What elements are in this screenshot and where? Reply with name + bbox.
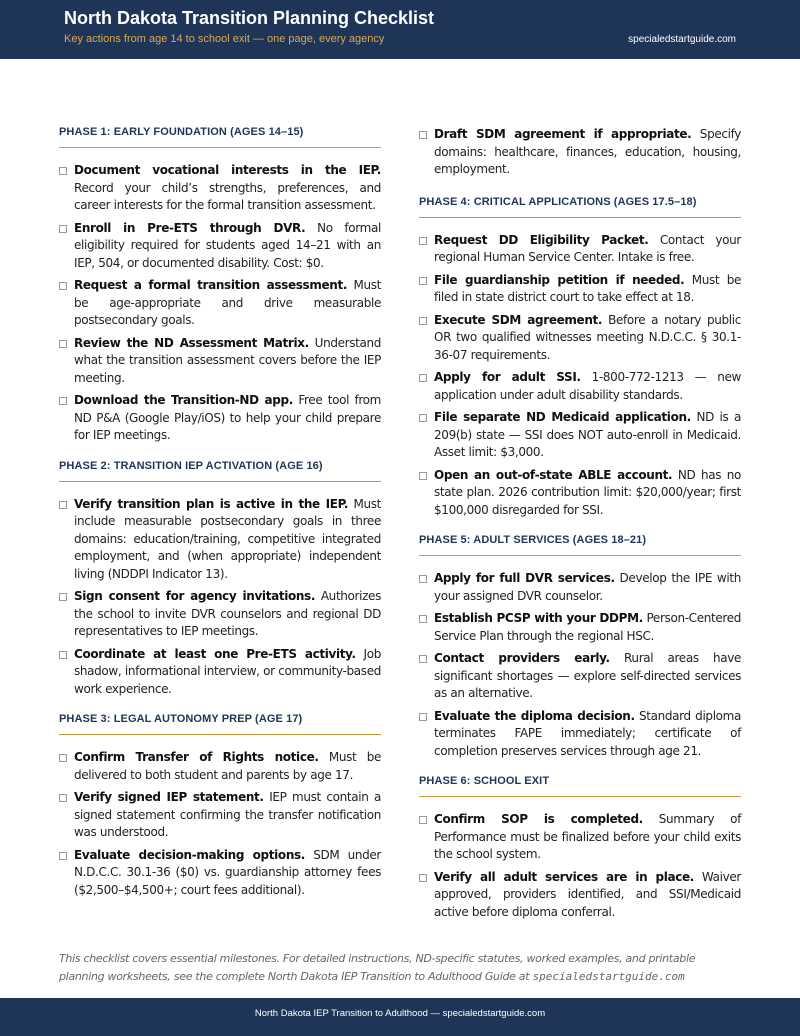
checkbox[interactable]	[419, 374, 427, 382]
item-lead: Verify all adult services are in place.	[434, 869, 695, 884]
item-lead: Confirm SOP is completed.	[434, 812, 643, 826]
checklist-item	[59, 162, 381, 215]
page-footer	[0, 998, 800, 1036]
checklist-item	[419, 409, 741, 462]
checkbox[interactable]	[419, 615, 427, 623]
item-text: 1-800-772-1213 — new application under adult disability standards.	[434, 370, 742, 402]
phase-section	[59, 713, 381, 899]
phase-section	[59, 126, 381, 445]
checkbox[interactable]	[59, 651, 67, 659]
item-text: Authorizes the school to invite DVR counselors and regional DD representatives to IEP meetings.	[74, 589, 381, 638]
item-text: Person-Centered Service Plan through the regional HSC.	[434, 611, 741, 643]
item-lead: Draft SDM agreement if appropriate.	[434, 127, 692, 141]
checkbox[interactable]	[59, 397, 67, 405]
checklist-item	[59, 220, 381, 273]
page-header	[0, 0, 800, 59]
checkbox[interactable]	[59, 167, 67, 175]
phase-items	[59, 496, 381, 699]
item-text: Must be delivered to both student and parents by age 17.	[74, 750, 381, 782]
item-lead: Verify signed IEP statement.	[74, 790, 264, 804]
checklist-item	[59, 392, 381, 445]
footnote	[59, 950, 743, 986]
item-lead: Execute SDM agreement.	[434, 312, 603, 327]
checklist-item	[419, 232, 741, 267]
checklist-item	[419, 312, 741, 365]
checklist-item	[419, 869, 741, 922]
checkbox[interactable]	[419, 713, 427, 721]
item-text: Rural areas have significant shortages — explore self-directed services as an alternative.	[434, 651, 741, 700]
checkbox[interactable]	[419, 131, 427, 139]
checkbox[interactable]	[419, 655, 427, 663]
checkbox[interactable]	[59, 225, 67, 233]
checkbox[interactable]	[59, 754, 67, 762]
checkbox[interactable]	[419, 816, 427, 824]
item-lead: Request a formal transition assessment.	[74, 278, 348, 292]
phase-items	[59, 162, 381, 445]
phase-heading: PHASE 3: LEGAL AUTONOMY PREP (AGE 17)	[59, 713, 381, 735]
phase-section	[59, 460, 381, 699]
item-lead: Open an out-of-state ABLE account.	[434, 467, 673, 482]
phase-section	[419, 534, 741, 760]
item-lead: File guardianship petition if needed.	[434, 272, 685, 287]
phase-section	[419, 775, 741, 921]
item-text: SDM under N.D.C.C. 30.1-36 ($0) vs. guardianship attorney fees ($2,500–$4,500+; court fees additional).	[74, 847, 381, 897]
item-lead: Sign consent for agency invitations.	[74, 589, 316, 603]
item-text: Specify domains: healthcare, finances, education, housing, employment.	[434, 127, 742, 176]
checklist-item	[419, 708, 741, 761]
checkbox[interactable]	[59, 501, 67, 509]
checkbox[interactable]	[419, 414, 427, 422]
phase-items	[419, 570, 741, 760]
phase-heading: PHASE 1: EARLY FOUNDATION (AGES 14–15)	[59, 126, 381, 148]
checkbox[interactable]	[419, 472, 427, 480]
checkbox[interactable]	[59, 593, 67, 601]
item-lead: Apply for adult SSI.	[434, 370, 581, 384]
item-lead: Verify transition plan is active in the IEP.	[74, 496, 349, 511]
checkbox[interactable]	[59, 340, 67, 348]
phase-items	[59, 749, 381, 899]
item-text: ND has no state plan. 2026 contribution limit: $20,000/year; first $100,000 disregarded for SSI.	[434, 467, 742, 517]
checklist-item	[419, 570, 741, 605]
item-lead: Evaluate the diploma decision.	[434, 708, 635, 723]
right-column	[419, 126, 741, 936]
item-lead: File separate ND Medicaid application.	[434, 410, 691, 424]
checkbox[interactable]	[419, 317, 427, 325]
item-lead: Establish PCSP with your DDPM.	[434, 611, 643, 625]
header-site-link[interactable]: specialedstartguide.com	[628, 34, 736, 45]
phase-heading: PHASE 2: TRANSITION IEP ACTIVATION (AGE 16)	[59, 460, 381, 482]
footnote-link[interactable]: specialedstartguide.com	[532, 970, 685, 983]
checklist-item	[419, 126, 741, 179]
checklist-item	[419, 811, 741, 864]
checklist-item	[59, 277, 381, 330]
item-text: Free tool from ND P&A (Google Play/iOS) to help your child prepare for IEP meetings.	[74, 393, 382, 442]
item-lead: Request DD Eligibility Packet.	[434, 232, 649, 247]
item-lead: Download the Transition-ND app.	[74, 393, 293, 407]
item-lead: Enroll in Pre-ETS through DVR.	[74, 220, 306, 235]
checkbox[interactable]	[419, 237, 427, 245]
item-text: Waiver approved, providers identified, and SSI/Medicaid active before diploma conferral.	[434, 869, 741, 919]
item-text: ND is a 209(b) state — SSI does NOT auto-enroll in Medicaid. Asset limit: $3,000.	[434, 410, 741, 459]
checklist-item	[59, 335, 381, 388]
item-text: IEP must contain a signed statement confirming the transfer notification was understood.	[74, 790, 382, 839]
checkbox[interactable]	[419, 277, 427, 285]
item-lead: Confirm Transfer of Rights notice.	[74, 750, 319, 764]
item-text: Standard diploma terminates FAPE immediately; certificate of completion preserves services through age 21.	[434, 708, 742, 758]
checklist-item	[59, 646, 381, 699]
item-text: Develop the IPE with your assigned DVR counselor.	[434, 571, 741, 603]
footnote-text: This checklist covers essential milestones. For detailed instructions, ND-specific statutes, worked examples, and printable planning worksheets, see the complete North Dakota IEP Transition to Adulthood Guide at	[59, 952, 696, 983]
left-column	[59, 126, 381, 914]
page-title: North Dakota Transition Planning Checklist	[64, 8, 435, 28]
item-text: Record your child’s strengths, preferences, and career interests for the formal transition assessment.	[74, 180, 381, 212]
item-lead: Contact providers early.	[434, 651, 610, 665]
item-text: No formal eligibility required for students aged 14–21 with an IEP, 504, or documented disability. Cost: $0.	[74, 220, 381, 270]
item-text: Summary of Performance must be finalized before your child exits the school system.	[434, 812, 741, 861]
phase-items	[419, 811, 741, 921]
item-lead: Coordinate at least one Pre-ETS activity.	[74, 646, 356, 661]
item-text: Understand what the transition assessment covers before the IEP meeting.	[74, 335, 382, 385]
item-text: Job shadow, informational interview, or community-based work experience.	[74, 646, 381, 696]
phase-heading: PHASE 5: ADULT SERVICES (AGES 18–21)	[419, 534, 741, 556]
checklist-item	[59, 496, 381, 584]
item-text: Contact your regional Human Service Center. Intake is free.	[434, 232, 741, 264]
checkbox[interactable]	[419, 874, 427, 882]
footer-text: North Dakota IEP Transition to Adulthood — specialedstartguide.com	[254, 1008, 546, 1019]
checklist-item	[419, 369, 741, 404]
checklist-item	[59, 588, 381, 641]
item-text: Must be age-appropriate and drive measurable postsecondary goals.	[74, 278, 382, 327]
checklist-item	[419, 650, 741, 703]
item-text: Before a notary public OR two qualified witnesses meeting N.D.C.C. § 30.1-36-07 requirements.	[434, 312, 742, 362]
checklist-item	[59, 847, 381, 900]
item-lead: Apply for full DVR services.	[434, 571, 615, 585]
checklist-item	[59, 749, 381, 784]
item-text: Must be filed in state district court to take effect at 18.	[434, 272, 742, 304]
item-lead: Evaluate decision-making options.	[74, 847, 306, 862]
checkbox[interactable]	[59, 282, 67, 290]
checkbox[interactable]	[59, 794, 67, 802]
item-lead: Document vocational interests in the IEP.	[74, 163, 381, 177]
phase-heading: PHASE 6: SCHOOL EXIT	[419, 775, 741, 797]
item-lead: Review the ND Assessment Matrix.	[74, 335, 309, 350]
page-subtitle: Key actions from age 14 to school exit — one page, every agency	[64, 33, 385, 45]
checklist-item	[59, 789, 381, 842]
item-text: Must include measurable postsecondary goals in three domains: education/training, competitive integrated employment, and (when appropriate) independent living (NDDPI Indicator 13).	[74, 496, 381, 581]
checkbox[interactable]	[419, 575, 427, 583]
checklist-item	[419, 467, 741, 520]
checklist-item	[419, 272, 741, 307]
continued-items	[419, 126, 741, 179]
phase-section	[419, 196, 741, 520]
checklist-item	[419, 610, 741, 645]
phase-items	[419, 232, 741, 520]
phase-heading: PHASE 4: CRITICAL APPLICATIONS (AGES 17.5–18)	[419, 196, 741, 218]
checkbox[interactable]	[59, 852, 67, 860]
